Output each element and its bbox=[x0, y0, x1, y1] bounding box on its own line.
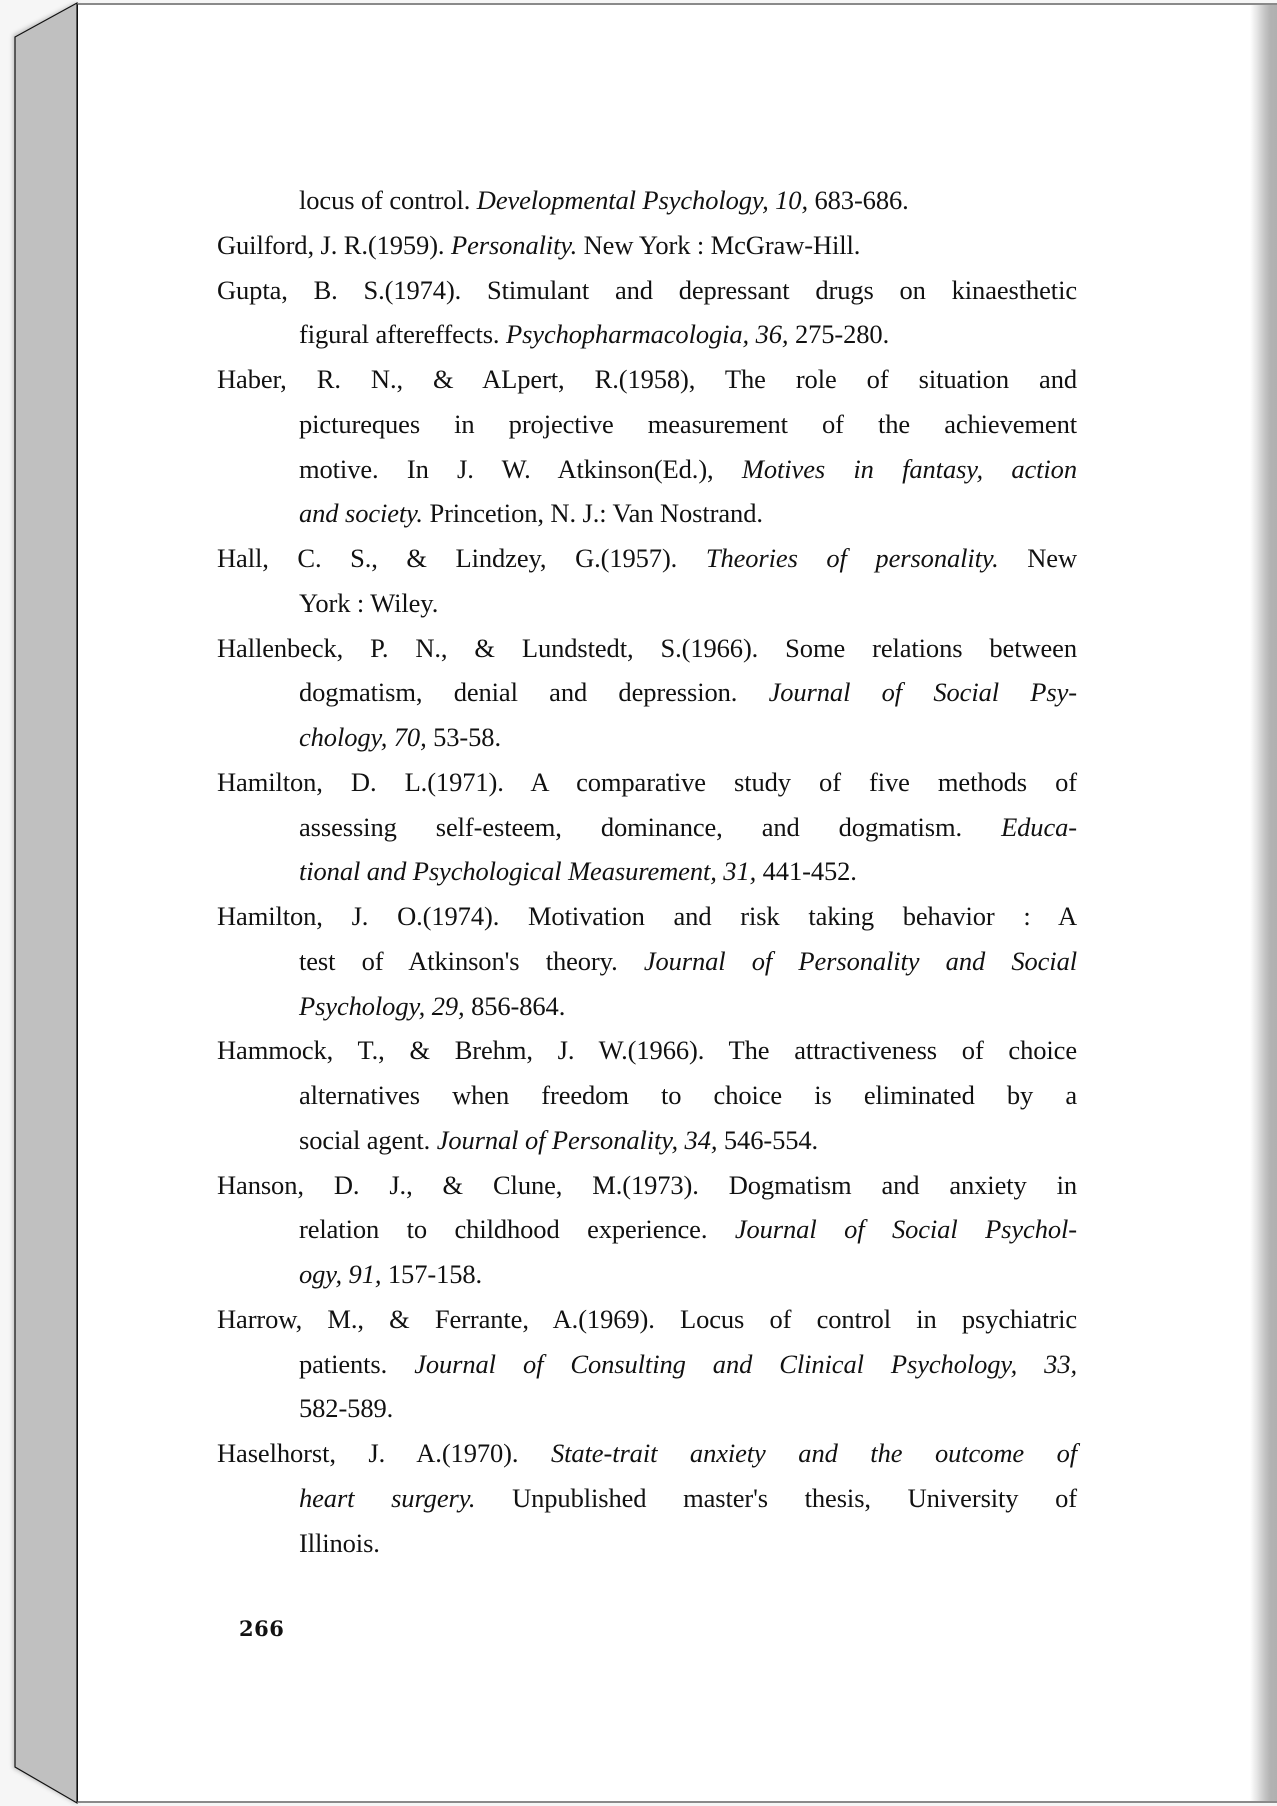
reference-line bbox=[299, 854, 857, 898]
reference-text: relation to childhood experience. bbox=[299, 1214, 735, 1245]
reference-text: Guilford, J. R.(1959). bbox=[217, 229, 451, 260]
reference-line bbox=[299, 407, 1077, 451]
italic-text: Journal of Personality and Social bbox=[643, 945, 1077, 976]
reference-text: assessing self-esteem, dominance, and dogmatism. bbox=[299, 811, 1002, 842]
reference-line bbox=[299, 1481, 1077, 1525]
reference-text: 546-554. bbox=[717, 1124, 819, 1155]
reference-text: Harrow, M., & Ferrante, A.(1969). Locus of control in psychiatric bbox=[217, 1303, 1077, 1334]
italic-text: Developmental Psychology, 10, bbox=[476, 185, 808, 215]
reference-line bbox=[217, 362, 1077, 406]
italic-text: tional and Psychological Measurement, 31, bbox=[299, 856, 757, 887]
reference-line bbox=[217, 899, 1077, 943]
reference-line bbox=[217, 1033, 1077, 1077]
italic-text: State-trait anxiety and the outcome of bbox=[550, 1438, 1077, 1468]
reference-text: locus of control. bbox=[299, 185, 477, 215]
reference-text: alternatives when freedom to choice is eliminated by a bbox=[299, 1080, 1077, 1110]
reference-text: motive. In J. W. Atkinson(Ed.), bbox=[299, 453, 742, 484]
reference-text: Illinois. bbox=[299, 1527, 380, 1558]
reference-text: patients. bbox=[299, 1348, 415, 1379]
reference-line bbox=[217, 1436, 1077, 1480]
reference-line bbox=[299, 452, 1077, 496]
reference-line bbox=[299, 944, 1077, 988]
italic-text: Psychopharmacologia, 36, bbox=[505, 319, 789, 350]
reference-text: 157-158. bbox=[381, 1259, 483, 1289]
reference-line bbox=[299, 810, 1077, 854]
reference-text: Princetion, N. J.: Van Nostrand. bbox=[422, 498, 763, 529]
reference-text: Hall, C. S., & Lindzey, G.(1957). bbox=[217, 543, 706, 573]
reference-line bbox=[217, 631, 1077, 675]
reference-text: Hammock, T., & Brehm, J. W.(1966). The attractiveness of choice bbox=[217, 1035, 1077, 1066]
reference-text: Unpublished master's thesis, University of bbox=[475, 1482, 1077, 1513]
italic-text: ogy, 91, bbox=[299, 1259, 382, 1289]
reference-text: Hallenbeck, P. N., & Lundstedt, S.(1966). Some relations between bbox=[217, 632, 1077, 663]
reference-text: social agent. bbox=[299, 1124, 437, 1155]
reference-text: Hanson, D. J., & Clune, M.(1973). Dogmatism and anxiety in bbox=[217, 1169, 1077, 1200]
reference-text: 683-686. bbox=[807, 185, 909, 215]
reference-line bbox=[299, 496, 763, 540]
reference-line bbox=[299, 1078, 1077, 1122]
italic-text: Journal of Social Psychol- bbox=[734, 1214, 1077, 1245]
reference-line bbox=[299, 720, 501, 764]
italic-text: Theories of personality. bbox=[705, 543, 999, 573]
reference-line bbox=[299, 675, 1077, 719]
italic-text: chology, 70, bbox=[299, 722, 427, 752]
reference-line bbox=[217, 1302, 1077, 1346]
italic-text: Educa- bbox=[1001, 811, 1077, 842]
reference-line bbox=[299, 1257, 482, 1301]
reference-text: New York : McGraw-Hill. bbox=[577, 229, 861, 260]
reference-line bbox=[299, 1347, 1077, 1391]
reference-text: Hamilton, D. L.(1971). A comparative study of five methods of bbox=[217, 766, 1077, 797]
reference-text: 441-452. bbox=[756, 856, 857, 887]
reference-text: Haselhorst, J. A.(1970). bbox=[217, 1438, 551, 1468]
italic-text: Personality. bbox=[450, 229, 578, 260]
italic-text: Psychology, 29, bbox=[299, 990, 465, 1021]
reference-text: figural aftereffects. bbox=[299, 319, 506, 350]
reference-line bbox=[299, 317, 889, 361]
italic-text: and society. bbox=[299, 498, 423, 529]
reference-line bbox=[217, 1168, 1077, 1212]
reference-line bbox=[299, 1391, 393, 1435]
reference-text: New bbox=[998, 543, 1077, 573]
reference-line bbox=[217, 228, 860, 272]
italic-text: Journal of Personality, 34, bbox=[436, 1124, 718, 1155]
reference-text: test of Atkinson's theory. bbox=[299, 945, 644, 976]
reference-text: Haber, R. N., & ALpert, R.(1958), The role of situation and bbox=[217, 364, 1077, 394]
reference-line bbox=[299, 989, 565, 1033]
reference-text: York : Wiley. bbox=[299, 587, 439, 618]
reference-text: Hamilton, J. O.(1974). Motivation and risk taking behavior : A bbox=[217, 901, 1077, 931]
reference-text: 53-58. bbox=[426, 722, 501, 752]
reference-line bbox=[217, 765, 1077, 809]
italic-text: Journal of Social Psy- bbox=[768, 677, 1077, 708]
italic-text: Journal of Consulting and Clinical Psychology, 33, bbox=[414, 1348, 1077, 1379]
reference-line bbox=[299, 1123, 818, 1167]
reference-text: 275-280. bbox=[788, 319, 890, 350]
reference-text: pictureques in projective measurement of the achievement bbox=[299, 408, 1077, 439]
reference-text: 582-589. bbox=[299, 1393, 394, 1424]
page-edge-shadow bbox=[1250, 5, 1277, 1801]
reference-text: Gupta, B. S.(1974). Stimulant and depressant drugs on kinaesthetic bbox=[217, 274, 1077, 305]
reference-text: 856-864. bbox=[464, 990, 566, 1021]
reference-text: dogmatism, denial and depression. bbox=[299, 677, 769, 708]
reference-line bbox=[217, 273, 1077, 317]
page-number: 266 bbox=[239, 1616, 285, 1641]
italic-text: heart surgery. bbox=[299, 1482, 476, 1513]
reference-line bbox=[299, 586, 438, 630]
reference-line bbox=[299, 183, 909, 227]
reference-line bbox=[217, 541, 1077, 585]
italic-text: Motives in fantasy, action bbox=[741, 453, 1077, 484]
reference-line bbox=[299, 1212, 1077, 1256]
reference-line bbox=[299, 1526, 380, 1570]
